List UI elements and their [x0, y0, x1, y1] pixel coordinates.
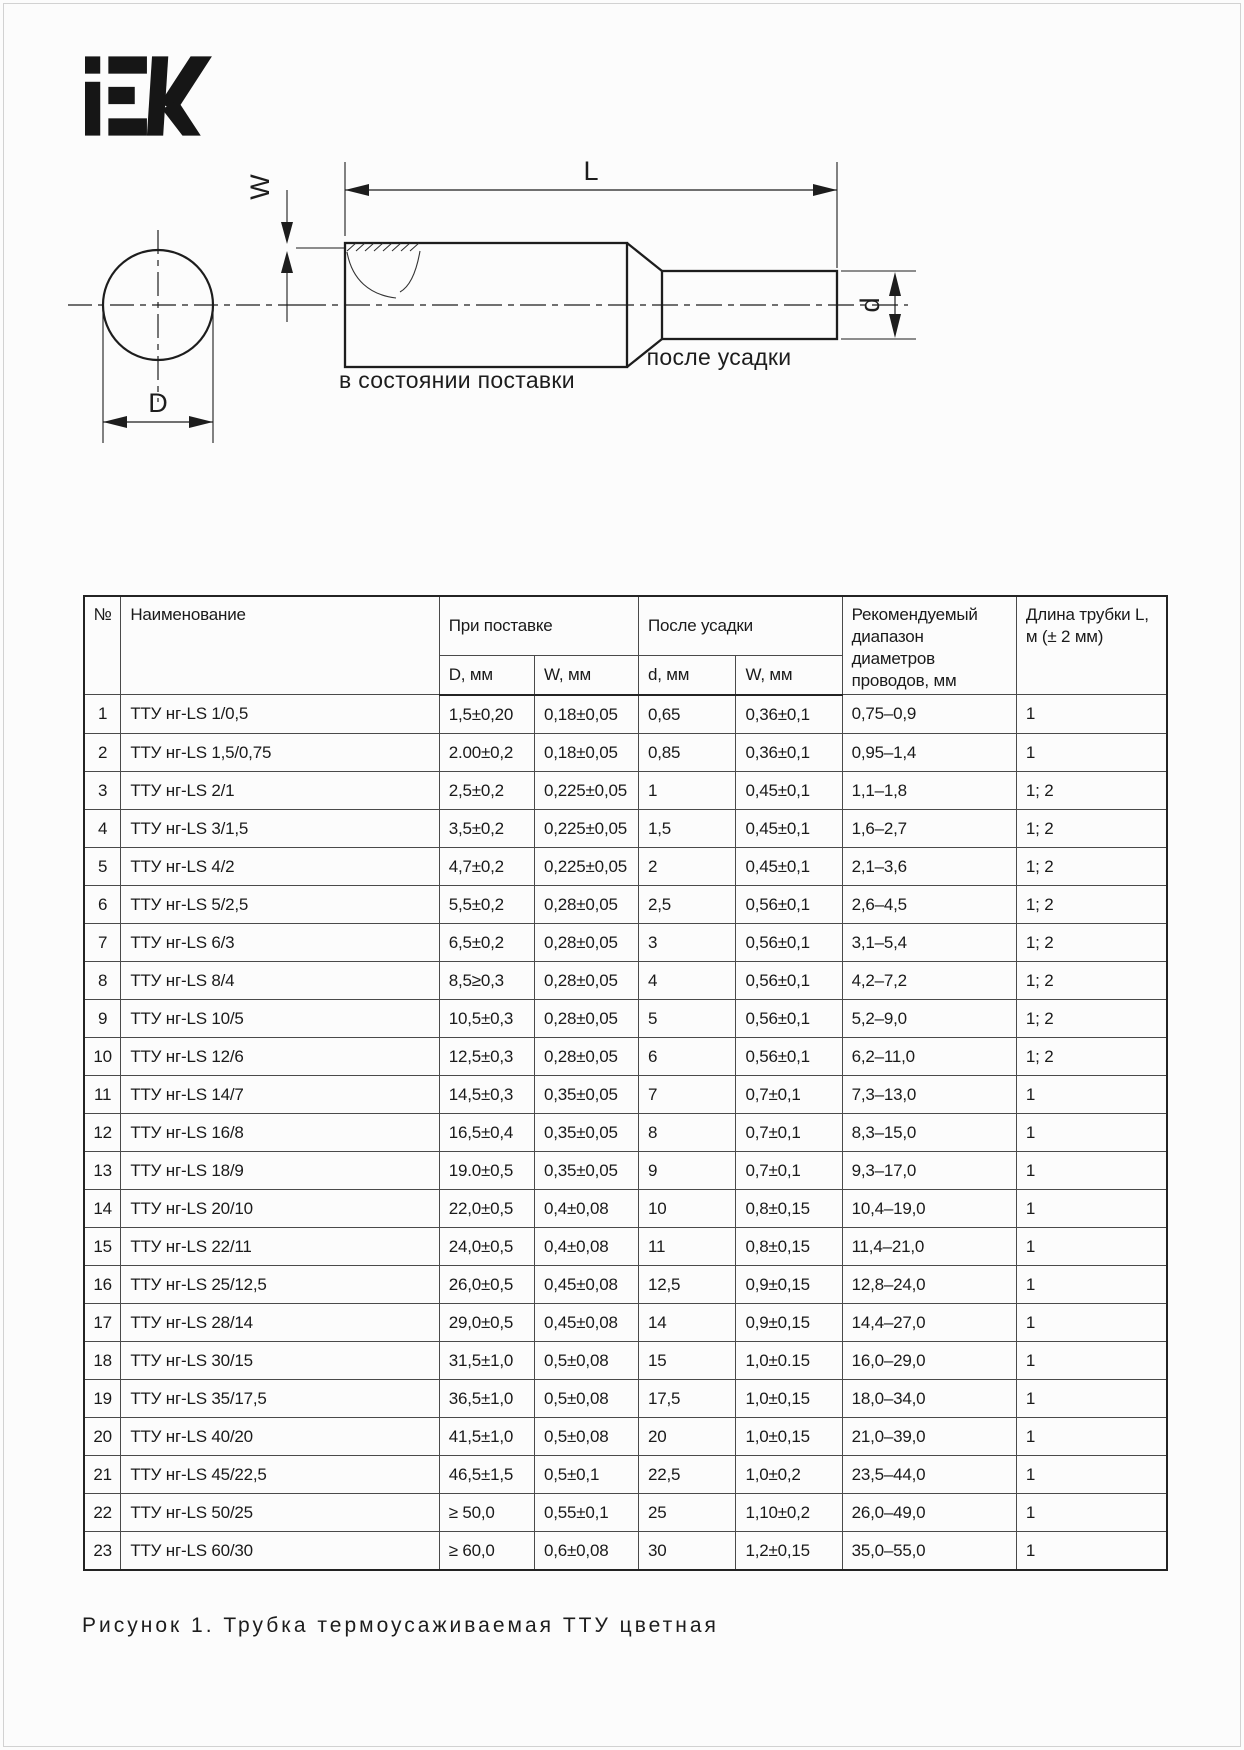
table-row [84, 1493, 1167, 1531]
cell-length: 1 [1016, 1227, 1167, 1265]
cell-w-supplied: 0,28±0,05 [535, 999, 639, 1037]
cell-name: ТТУ нг-LS 12/6 [121, 1037, 439, 1075]
cell-d-supplied: 16,5±0,4 [439, 1113, 534, 1151]
cell-range: 9,3–17,0 [842, 1151, 1016, 1189]
table-row [84, 847, 1167, 885]
cell-range: 18,0–34,0 [842, 1379, 1016, 1417]
cell-length: 1 [1016, 1113, 1167, 1151]
cell-w-shrunk: 0,9±0,15 [736, 1303, 842, 1341]
cell-w-supplied: 0,45±0,08 [535, 1265, 639, 1303]
table-row [84, 961, 1167, 999]
cell-w-supplied: 0,5±0,08 [535, 1417, 639, 1455]
cell-num: 13 [84, 1151, 121, 1189]
table-row [84, 1417, 1167, 1455]
dim-label-l: L [583, 156, 599, 186]
cell-w-supplied: 0,28±0,05 [535, 961, 639, 999]
cell-range: 1,6–2,7 [842, 809, 1016, 847]
cell-w-supplied: 0,35±0,05 [535, 1075, 639, 1113]
cell-d-shrunk: 6 [638, 1037, 735, 1075]
table-row [84, 733, 1167, 771]
cell-d-supplied: 10,5±0,3 [439, 999, 534, 1037]
spec-table-body [84, 695, 1167, 1570]
cell-w-supplied: 0,35±0,05 [535, 1151, 639, 1189]
cell-length: 1; 2 [1016, 847, 1167, 885]
cell-d-supplied: 29,0±0,5 [439, 1303, 534, 1341]
cell-length: 1 [1016, 1493, 1167, 1531]
cell-num: 2 [84, 733, 121, 771]
cell-num: 8 [84, 961, 121, 999]
header-range: Рекомендуемый диапазон диаметров проводов, мм [842, 596, 1016, 695]
cell-length: 1 [1016, 1417, 1167, 1455]
cell-w-supplied: 0,18±0,05 [535, 733, 639, 771]
cell-length: 1 [1016, 1151, 1167, 1189]
cell-w-shrunk: 0,7±0,1 [736, 1151, 842, 1189]
cell-name: ТТУ нг-LS 3/1,5 [121, 809, 439, 847]
cell-w-shrunk: 1,0±0.15 [736, 1341, 842, 1379]
cell-num: 14 [84, 1189, 121, 1227]
table-row [84, 1531, 1167, 1570]
iek-logo [85, 56, 217, 136]
header-group-shrunk: После усадки [638, 596, 842, 655]
table-row [84, 1113, 1167, 1151]
cell-range: 21,0–39,0 [842, 1417, 1016, 1455]
cell-w-shrunk: 0,56±0,1 [736, 999, 842, 1037]
cell-num: 12 [84, 1113, 121, 1151]
cell-num: 18 [84, 1341, 121, 1379]
dim-label-d-big: D [148, 388, 168, 418]
cell-length: 1; 2 [1016, 923, 1167, 961]
cell-w-shrunk: 0,8±0,15 [736, 1189, 842, 1227]
cell-num: 10 [84, 1037, 121, 1075]
label-shrunk-state: после усадки [646, 344, 792, 370]
cell-name: ТТУ нг-LS 60/30 [121, 1531, 439, 1570]
cell-name: ТТУ нг-LS 16/8 [121, 1113, 439, 1151]
cell-d-shrunk: 15 [638, 1341, 735, 1379]
table-row [84, 1455, 1167, 1493]
header-w-shrunk: W, мм [736, 655, 842, 695]
cell-range: 2,1–3,6 [842, 847, 1016, 885]
cell-range: 3,1–5,4 [842, 923, 1016, 961]
cell-range: 5,2–9,0 [842, 999, 1016, 1037]
cell-length: 1 [1016, 1265, 1167, 1303]
cell-w-supplied: 0,5±0,08 [535, 1379, 639, 1417]
header-length: Длина трубки L, м (± 2 мм) [1016, 596, 1167, 695]
cell-d-shrunk: 1 [638, 771, 735, 809]
cell-num: 1 [84, 695, 121, 734]
spec-table [83, 595, 1168, 1571]
cell-name: ТТУ нг-LS 40/20 [121, 1417, 439, 1455]
cell-w-supplied: 0,28±0,05 [535, 923, 639, 961]
cell-range: 2,6–4,5 [842, 885, 1016, 923]
cell-d-supplied: 14,5±0,3 [439, 1075, 534, 1113]
cell-length: 1; 2 [1016, 961, 1167, 999]
dim-label-w: W [245, 174, 275, 200]
table-row [84, 1189, 1167, 1227]
cell-d-shrunk: 22,5 [638, 1455, 735, 1493]
cell-d-supplied: 36,5±1,0 [439, 1379, 534, 1417]
cell-w-shrunk: 0,9±0,15 [736, 1265, 842, 1303]
table-row [84, 1151, 1167, 1189]
table-row [84, 771, 1167, 809]
cell-w-shrunk: 1,10±0,2 [736, 1493, 842, 1531]
figure-caption: Рисунок 1. Трубка термоусаживаемая ТТУ цветная [82, 1614, 719, 1637]
cell-num: 17 [84, 1303, 121, 1341]
cell-w-shrunk: 0,36±0,1 [736, 695, 842, 734]
table-row [84, 1303, 1167, 1341]
cell-d-shrunk: 17,5 [638, 1379, 735, 1417]
cell-d-supplied: 26,0±0,5 [439, 1265, 534, 1303]
cell-d-supplied: 22,0±0,5 [439, 1189, 534, 1227]
cell-d-supplied: 2.00±0,2 [439, 733, 534, 771]
cell-num: 7 [84, 923, 121, 961]
cell-length: 1; 2 [1016, 771, 1167, 809]
cell-d-supplied: 1,5±0,20 [439, 695, 534, 734]
cell-d-shrunk: 3 [638, 923, 735, 961]
cell-d-shrunk: 0,65 [638, 695, 735, 734]
cell-w-supplied: 0,5±0,08 [535, 1341, 639, 1379]
cell-d-supplied: 2,5±0,2 [439, 771, 534, 809]
label-supplied-state: в состоянии поставки [339, 367, 575, 393]
cell-name: ТТУ нг-LS 1/0,5 [121, 695, 439, 734]
table-row [84, 695, 1167, 734]
cell-d-shrunk: 7 [638, 1075, 735, 1113]
table-row [84, 999, 1167, 1037]
cell-length: 1 [1016, 1531, 1167, 1570]
cell-d-supplied: 12,5±0,3 [439, 1037, 534, 1075]
cell-d-shrunk: 30 [638, 1531, 735, 1570]
cell-d-supplied: 4,7±0,2 [439, 847, 534, 885]
cell-name: ТТУ нг-LS 10/5 [121, 999, 439, 1037]
cell-range: 35,0–55,0 [842, 1531, 1016, 1570]
header-num: № [84, 596, 121, 695]
cell-d-shrunk: 9 [638, 1151, 735, 1189]
cell-d-supplied: ≥ 50,0 [439, 1493, 534, 1531]
cell-w-supplied: 0,5±0,1 [535, 1455, 639, 1493]
cell-range: 8,3–15,0 [842, 1113, 1016, 1151]
cell-d-shrunk: 14 [638, 1303, 735, 1341]
table-row [84, 885, 1167, 923]
cell-length: 1; 2 [1016, 999, 1167, 1037]
cell-range: 23,5–44,0 [842, 1455, 1016, 1493]
cell-w-shrunk: 0,56±0,1 [736, 923, 842, 961]
cell-d-supplied: 31,5±1,0 [439, 1341, 534, 1379]
cell-num: 3 [84, 771, 121, 809]
cell-num: 6 [84, 885, 121, 923]
cell-num: 15 [84, 1227, 121, 1265]
cell-num: 4 [84, 809, 121, 847]
cell-w-supplied: 0,55±0,1 [535, 1493, 639, 1531]
cell-length: 1 [1016, 1189, 1167, 1227]
cell-d-shrunk: 8 [638, 1113, 735, 1151]
cell-w-shrunk: 1,0±0,15 [736, 1417, 842, 1455]
cell-w-shrunk: 0,45±0,1 [736, 847, 842, 885]
cell-name: ТТУ нг-LS 6/3 [121, 923, 439, 961]
cell-w-shrunk: 0,7±0,1 [736, 1113, 842, 1151]
cell-length: 1; 2 [1016, 1037, 1167, 1075]
cell-w-shrunk: 0,56±0,1 [736, 1037, 842, 1075]
cell-w-shrunk: 1,0±0,15 [736, 1379, 842, 1417]
cell-d-supplied: 41,5±1,0 [439, 1417, 534, 1455]
cell-length: 1 [1016, 1341, 1167, 1379]
cell-range: 11,4–21,0 [842, 1227, 1016, 1265]
cell-w-shrunk: 0,56±0,1 [736, 961, 842, 999]
table-row [84, 1265, 1167, 1303]
cell-name: ТТУ нг-LS 25/12,5 [121, 1265, 439, 1303]
cell-name: ТТУ нг-LS 2/1 [121, 771, 439, 809]
cell-d-supplied: 5,5±0,2 [439, 885, 534, 923]
cell-num: 21 [84, 1455, 121, 1493]
cell-num: 11 [84, 1075, 121, 1113]
table-row [84, 1341, 1167, 1379]
cell-num: 16 [84, 1265, 121, 1303]
cell-name: ТТУ нг-LS 30/15 [121, 1341, 439, 1379]
cell-d-shrunk: 11 [638, 1227, 735, 1265]
technical-drawing [0, 150, 1244, 490]
cell-w-supplied: 0,4±0,08 [535, 1189, 639, 1227]
cell-d-shrunk: 2,5 [638, 885, 735, 923]
cell-range: 12,8–24,0 [842, 1265, 1016, 1303]
cell-w-supplied: 0,45±0,08 [535, 1303, 639, 1341]
cell-length: 1 [1016, 1455, 1167, 1493]
table-header-group-row [84, 596, 1167, 655]
cell-length: 1; 2 [1016, 809, 1167, 847]
cell-name: ТТУ нг-LS 8/4 [121, 961, 439, 999]
cell-d-shrunk: 5 [638, 999, 735, 1037]
cell-w-supplied: 0,6±0,08 [535, 1531, 639, 1570]
cell-w-shrunk: 0,7±0,1 [736, 1075, 842, 1113]
cell-range: 0,95–1,4 [842, 733, 1016, 771]
header-d-shrunk: d, мм [638, 655, 735, 695]
cell-w-supplied: 0,35±0,05 [535, 1113, 639, 1151]
cell-num: 9 [84, 999, 121, 1037]
cell-w-shrunk: 0,45±0,1 [736, 771, 842, 809]
cell-name: ТТУ нг-LS 20/10 [121, 1189, 439, 1227]
dim-label-d-small: d [855, 297, 885, 313]
cell-length: 1 [1016, 1075, 1167, 1113]
cell-d-shrunk: 1,5 [638, 809, 735, 847]
cell-name: ТТУ нг-LS 5/2,5 [121, 885, 439, 923]
cell-range: 16,0–29,0 [842, 1341, 1016, 1379]
cell-w-supplied: 0,225±0,05 [535, 809, 639, 847]
cell-num: 5 [84, 847, 121, 885]
table-row [84, 1037, 1167, 1075]
cell-length: 1 [1016, 1303, 1167, 1341]
cell-name: ТТУ нг-LS 22/11 [121, 1227, 439, 1265]
cell-w-shrunk: 0,45±0,1 [736, 809, 842, 847]
cell-name: ТТУ нг-LS 1,5/0,75 [121, 733, 439, 771]
table-row [84, 1379, 1167, 1417]
cell-num: 23 [84, 1531, 121, 1570]
header-group-supplied: При поставке [439, 596, 638, 655]
cell-d-shrunk: 20 [638, 1417, 735, 1455]
table-row [84, 1227, 1167, 1265]
header-d-supplied: D, мм [439, 655, 534, 695]
cell-length: 1 [1016, 1379, 1167, 1417]
cell-range: 10,4–19,0 [842, 1189, 1016, 1227]
cell-w-shrunk: 0,8±0,15 [736, 1227, 842, 1265]
cell-w-supplied: 0,18±0,05 [535, 695, 639, 734]
cell-d-supplied: 24,0±0,5 [439, 1227, 534, 1265]
cell-name: ТТУ нг-LS 45/22,5 [121, 1455, 439, 1493]
cell-d-supplied: 19.0±0,5 [439, 1151, 534, 1189]
cell-length: 1 [1016, 695, 1167, 734]
cell-name: ТТУ нг-LS 14/7 [121, 1075, 439, 1113]
cell-length: 1 [1016, 733, 1167, 771]
cell-range: 14,4–27,0 [842, 1303, 1016, 1341]
cell-d-supplied: 6,5±0,2 [439, 923, 534, 961]
cell-w-supplied: 0,28±0,05 [535, 885, 639, 923]
table-row [84, 809, 1167, 847]
cell-num: 19 [84, 1379, 121, 1417]
cell-d-shrunk: 4 [638, 961, 735, 999]
cell-range: 26,0–49,0 [842, 1493, 1016, 1531]
cell-range: 4,2–7,2 [842, 961, 1016, 999]
cell-w-supplied: 0,4±0,08 [535, 1227, 639, 1265]
table-row [84, 1075, 1167, 1113]
cell-d-shrunk: 12,5 [638, 1265, 735, 1303]
cell-name: ТТУ нг-LS 18/9 [121, 1151, 439, 1189]
table-row [84, 923, 1167, 961]
cell-range: 1,1–1,8 [842, 771, 1016, 809]
cell-d-shrunk: 25 [638, 1493, 735, 1531]
cell-d-supplied: 46,5±1,5 [439, 1455, 534, 1493]
cell-name: ТТУ нг-LS 28/14 [121, 1303, 439, 1341]
cell-w-supplied: 0,28±0,05 [535, 1037, 639, 1075]
cell-range: 7,3–13,0 [842, 1075, 1016, 1113]
cell-num: 20 [84, 1417, 121, 1455]
cell-name: ТТУ нг-LS 4/2 [121, 847, 439, 885]
cell-length: 1; 2 [1016, 885, 1167, 923]
header-w-supplied: W, мм [535, 655, 639, 695]
cell-d-shrunk: 0,85 [638, 733, 735, 771]
cell-name: ТТУ нг-LS 35/17,5 [121, 1379, 439, 1417]
cell-d-shrunk: 10 [638, 1189, 735, 1227]
cell-w-shrunk: 1,2±0,15 [736, 1531, 842, 1570]
cell-range: 0,75–0,9 [842, 695, 1016, 734]
cell-range: 6,2–11,0 [842, 1037, 1016, 1075]
cell-w-shrunk: 0,56±0,1 [736, 885, 842, 923]
cell-d-supplied: 3,5±0,2 [439, 809, 534, 847]
cell-d-supplied: ≥ 60,0 [439, 1531, 534, 1570]
cell-num: 22 [84, 1493, 121, 1531]
cell-d-supplied: 8,5≥0,3 [439, 961, 534, 999]
cell-w-supplied: 0,225±0,05 [535, 847, 639, 885]
header-name: Наименование [121, 596, 439, 695]
cell-d-shrunk: 2 [638, 847, 735, 885]
cell-w-shrunk: 0,36±0,1 [736, 733, 842, 771]
cell-name: ТТУ нг-LS 50/25 [121, 1493, 439, 1531]
cell-w-supplied: 0,225±0,05 [535, 771, 639, 809]
cell-w-shrunk: 1,0±0,2 [736, 1455, 842, 1493]
